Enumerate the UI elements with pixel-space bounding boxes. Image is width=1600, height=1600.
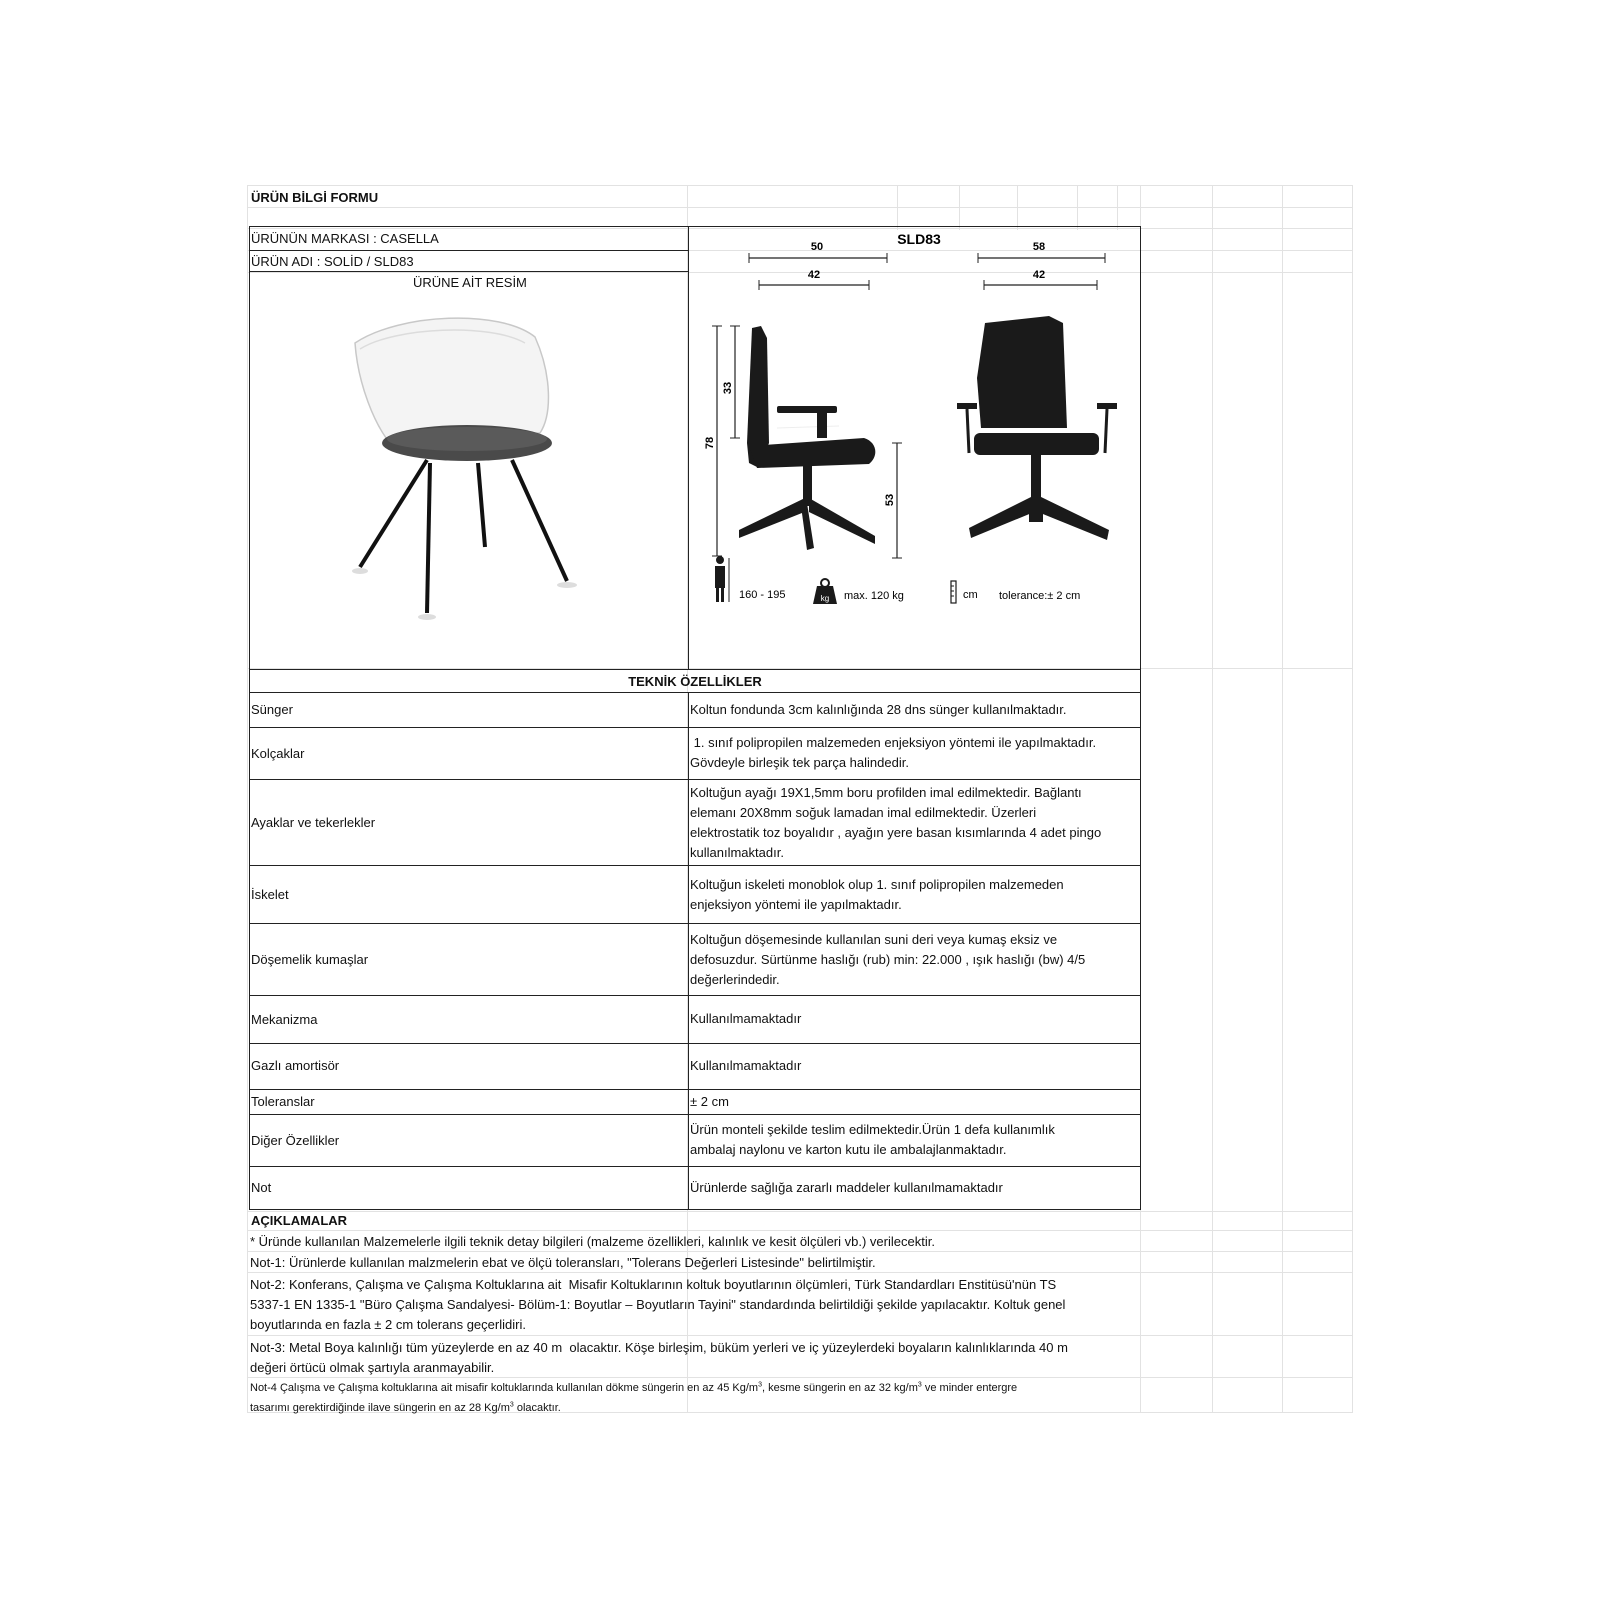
side-top-width: 50 <box>810 241 824 253</box>
spec-value-toleranslar: ± 2 cm <box>690 1094 729 1109</box>
front-view-chair <box>957 316 1117 540</box>
spec-label-gazli-amortisor: Gazlı amortisör <box>251 1058 340 1073</box>
spec-label-toleranslar: Toleranslar <box>251 1094 315 1109</box>
tolerance-label: tolerance:± 2 cm <box>999 590 1081 602</box>
note-4-sup-a: 3 <box>758 1381 762 1389</box>
spec-label-mekanizma: Mekanizma <box>251 1012 318 1027</box>
spec-value-gazli-amortisor: Kullanılmamaktadır <box>690 1058 802 1073</box>
note-3-line-2: değeri örtücü olmak şartıyla aranmayabilir. <box>250 1360 495 1375</box>
note-4-part-a: Not-4 Çalışma ve Çalışma koltuklarına ait misafir koltuklarında kullanılan dökme süngerin en az 45 Kg/m <box>250 1382 759 1394</box>
spec-value-ayaklar-1: Koltuğun ayağı 19X1,5mm boru profilden imal edilmektedir. Bağlantı <box>690 785 1082 800</box>
spec-value-diger-ozellikler-1: Ürün monteli şekilde teslim edilmektedir.Ürün 1 defa kullanımlık <box>690 1122 1055 1137</box>
specs-title: TEKNİK ÖZELLİKLER <box>628 674 762 689</box>
spec-value-iskelet-2: enjeksiyon yöntemi ile yapılmaktadır. <box>690 897 902 912</box>
kg-badge: kg <box>820 594 830 603</box>
spec-value-diger-ozellikler-2: ambalaj naylonu ve karton kutu ile ambalajlanmaktadır. <box>690 1142 1007 1157</box>
note-2-line-1: Not-2: Konferans, Çalışma ve Çalışma Koltuklarına ait Misafir Koltuklarının koltuk boyutlarının ölçümleri, Türk Standardları Enstitüsü'nün TS <box>250 1277 1057 1292</box>
unit-label: cm <box>963 589 978 601</box>
product-photo <box>330 315 610 645</box>
user-height: 160 - 195 <box>739 589 786 601</box>
front-top-width: 58 <box>1032 241 1046 253</box>
front-seat-width: 42 <box>1032 269 1046 281</box>
note-2-line-2: 5337-1 EN 1335-1 "Büro Çalışma Sandalyesi- Bölüm-1: Boyutlar – Boyutların Tayini" standardında belirtildiği şekilde yapılacaktır. Koltuk genel <box>250 1297 1066 1312</box>
spec-value-iskelet-1: Koltuğun iskeleti monoblok olup 1. sınıf polipropilen malzemeden <box>690 877 1064 892</box>
ruler-icon <box>951 581 956 603</box>
product-name-label: ÜRÜN ADI : SOLİD / SLD83 <box>251 254 414 269</box>
note-4-part-c: ve minder entergre <box>921 1382 1018 1394</box>
spec-value-ayaklar-4: kullanılmaktadır. <box>690 845 784 860</box>
form-title: ÜRÜN BİLGİ FORMU <box>251 190 379 205</box>
spec-value-dosemelik-3: değerlerindedir. <box>690 972 780 987</box>
image-label: ÜRÜNE AİT RESİM <box>413 275 527 290</box>
note-4-part-b: , kesme süngerin en az 32 kg/m <box>761 1382 918 1394</box>
back-height: 33 <box>722 381 734 395</box>
dimension-diagram <box>689 228 1141 628</box>
spec-label-kolcaklar: Kolçaklar <box>251 746 305 761</box>
spec-value-kolcaklar-1: 1. sınıf polipropilen malzemeden enjeksiyon yöntemi ile yapılmaktadır. <box>690 735 1097 750</box>
note-2-line-3: boyutlarında en fazla ± 2 cm tolerans geçerlidiri. <box>250 1317 526 1332</box>
spec-label-ayaklar: Ayaklar ve tekerlekler <box>251 815 376 830</box>
spec-value-dosemelik-1: Koltuğun döşemesinde kullanılan suni deri veya kumaş eksiz ve <box>690 932 1058 947</box>
spec-value-kolcaklar-2: Gövdeyle birleşik tek parça halindedir. <box>690 755 909 770</box>
brand-label: ÜRÜNÜN MARKASI : CASELLA <box>251 231 439 246</box>
note-3-line-1: Not-3: Metal Boya kalınlığı tüm yüzeylerde en az 40 m olacaktır. Köşe birleşim, büküm yerleri ve iç yüzeylerdeki boyaların kalınlıklarında 40 m <box>250 1340 1068 1355</box>
notes-title: AÇIKLAMALAR <box>251 1213 348 1228</box>
side-seat-width: 42 <box>807 269 821 281</box>
spec-label-dosemelik: Döşemelik kumaşlar <box>251 952 369 967</box>
side-view-chair <box>739 326 875 550</box>
note-4-part-e: olacaktır. <box>513 1402 561 1414</box>
person-icon <box>715 556 729 602</box>
note-1: Not-1: Ürünlerde kullanılan malzmelerin ebat ve ölçü toleransları, "Tolerans Değerleri Listesinde" belirtilmiştir. <box>250 1255 876 1270</box>
spec-label-iskelet: İskelet <box>251 887 289 902</box>
note-general: * Üründe kullanılan Malzemelerle ilgili teknik detay bilgileri (malzeme özellikleri, kalınlık ve kesit ölçüleri vb.) verilecektir. <box>250 1234 935 1249</box>
note-4-line-2 <box>250 1398 1140 1418</box>
note-4-line-1 <box>250 1378 1140 1398</box>
spec-value-ayaklar-2: elemanı 20X8mm soğuk lamadan imal edilmektedir. Üzerleri <box>690 805 1037 820</box>
model-code: SLD83 <box>897 231 941 247</box>
spec-label-not: Not <box>251 1180 272 1195</box>
note-4-part-d: tasarımı gerektirdiğinde ilave süngerin en az 28 Kg/m <box>250 1402 510 1414</box>
spec-label-diger-ozellikler: Diğer Özellikler <box>251 1133 340 1148</box>
spec-label-sunger: Sünger <box>251 702 293 717</box>
note-4-sup-c: 3 <box>509 1401 514 1409</box>
spec-value-not: Ürünlerde sağlığa zararlı maddeler kullanılmamaktadır <box>690 1180 1003 1195</box>
seat-height: 53 <box>884 493 896 507</box>
note-4-sup-b: 3 <box>917 1381 922 1389</box>
spec-value-ayaklar-3: elektrostatik toz boyalıdır , ayağın yere basan kısımlarında 4 adet pingo <box>690 825 1102 840</box>
spec-value-dosemelik-2: defosuzdur. Sürtünme haslığı (rub) min: 22.000 , ışık haslığı (bw) 4/5 <box>690 952 1086 967</box>
total-height: 78 <box>704 436 716 450</box>
spec-value-mekanizma: Kullanılmamaktadır <box>690 1011 802 1026</box>
max-weight: max. 120 kg <box>844 590 904 602</box>
spec-value-sunger: Koltun fondunda 3cm kalınlığında 28 dns sünger kullanılmaktadır. <box>690 702 1067 717</box>
